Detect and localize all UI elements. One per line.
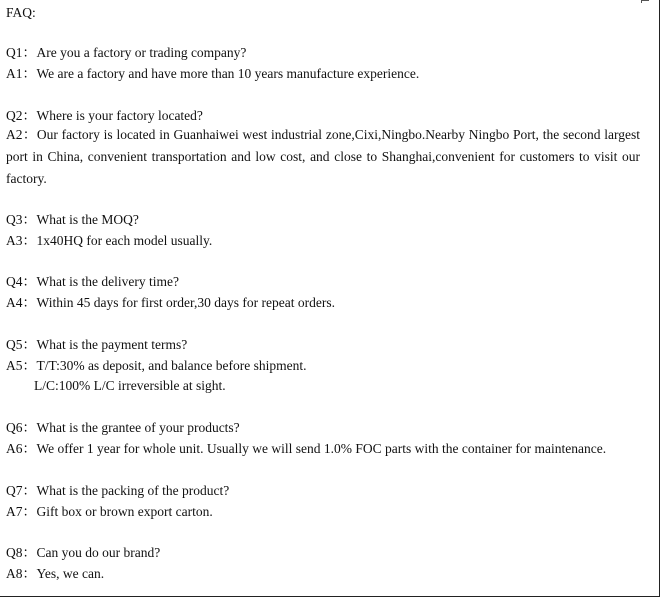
- answer-8: A8：Yes, we can.: [6, 566, 105, 581]
- answer-label: A1: [6, 66, 23, 81]
- question-5: Q5：What is the payment terms?: [6, 337, 188, 352]
- question-6: Q6：What is the grantee of your products?: [6, 420, 240, 435]
- answer-text: Yes, we can.: [36, 566, 105, 581]
- answer-label: A3: [6, 233, 23, 248]
- question-text: Can you do our brand?: [36, 545, 161, 560]
- question-text: Are you a factory or trading company?: [36, 45, 247, 60]
- answer-label: A8: [6, 566, 23, 581]
- question-label: Q8: [6, 545, 23, 560]
- answer-text: T/T:30% as deposit, and balance before shipment.: [36, 358, 307, 373]
- answer-4: A4：Within 45 days for first order,30 days for repeat orders.: [6, 295, 335, 310]
- faq-title: FAQ:: [6, 5, 36, 20]
- question-1: Q1：Are you a factory or trading company?: [6, 45, 247, 60]
- answer-1: A1：We are a factory and have more than 10 years manufacture experience.: [6, 66, 420, 81]
- question-text: What is the grantee of your products?: [36, 420, 240, 435]
- answer-text: Within 45 days for first order,30 days for repeat orders.: [36, 295, 335, 310]
- answer-3: A3：1x40HQ for each model usually.: [6, 233, 213, 248]
- question-7: Q7：What is the packing of the product?: [6, 483, 230, 498]
- answer-text: We offer 1 year for whole unit. Usually we will send 1.0% FOC parts with the container for maintenance.: [36, 441, 607, 456]
- answer-2: A2：Our factory is located in Guanhaiwei west industrial zone,Cixi,Ningbo.Nearby Ningbo Port, the second largest port in China, convenient transportation and low cost, and close to Shanghai,convenient for customers to visit our factory.: [6, 127, 640, 186]
- answer-text: Our factory is located in Guanhaiwei west industrial zone,Cixi,Ningbo.Nearby Ningbo Port, the second largest port in China, convenient transportation and low cost, and close to Shanghai,convenient for customers to visit our factory.: [6, 127, 640, 186]
- question-label: Q6: [6, 420, 23, 435]
- answer-5: A5：T/T:30% as deposit, and balance before shipment.: [6, 358, 307, 373]
- answer-5-continuation: L/C:100% L/C irreversible at sight.: [34, 378, 226, 393]
- answer-label: A5: [6, 358, 23, 373]
- question-3: Q3：What is the MOQ?: [6, 212, 139, 227]
- question-label: Q4: [6, 274, 23, 289]
- corner-mark: [641, 0, 649, 3]
- question-4: Q4：What is the delivery time?: [6, 274, 179, 289]
- answer-label: A6: [6, 441, 23, 456]
- question-text: What is the delivery time?: [36, 274, 179, 289]
- question-2: Q2：Where is your factory located?: [6, 108, 203, 123]
- question-text: What is the MOQ?: [36, 212, 139, 227]
- answer-label: A7: [6, 504, 23, 519]
- question-label: Q7: [6, 483, 23, 498]
- question-label: Q2: [6, 108, 23, 123]
- answer-text: 1x40HQ for each model usually.: [36, 233, 213, 248]
- answer-label: A2: [6, 127, 23, 142]
- answer-text: We are a factory and have more than 10 years manufacture experience.: [36, 66, 420, 81]
- answer-6: A6：We offer 1 year for whole unit. Usually we will send 1.0% FOC parts with the container for maintenance.: [6, 441, 607, 456]
- question-label: Q5: [6, 337, 23, 352]
- question-text: What is the packing of the product?: [36, 483, 230, 498]
- question-text: Where is your factory located?: [36, 108, 203, 123]
- answer-7: A7：Gift box or brown export carton.: [6, 504, 213, 519]
- answer-label: A4: [6, 295, 23, 310]
- question-label: Q3: [6, 212, 23, 227]
- question-text: What is the payment terms?: [36, 337, 188, 352]
- question-8: Q8：Can you do our brand?: [6, 545, 161, 560]
- answer-text: Gift box or brown export carton.: [36, 504, 213, 519]
- question-label: Q1: [6, 45, 23, 60]
